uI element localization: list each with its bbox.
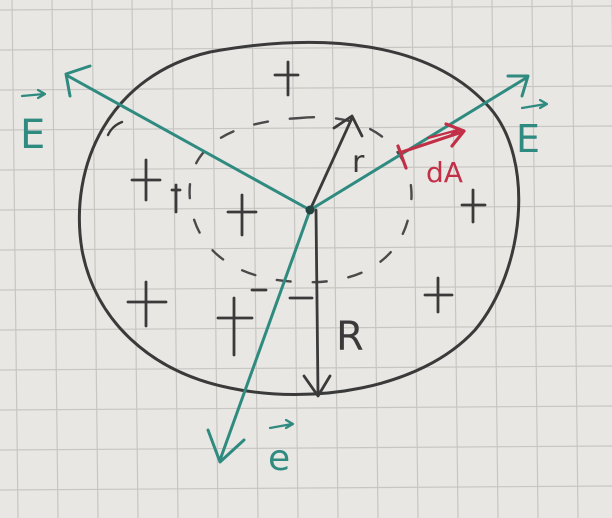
label-E-bottom: e	[268, 438, 291, 479]
grid-line-vertical	[532, 0, 538, 518]
gaussian-surface	[190, 117, 412, 282]
grid-line-vertical	[252, 0, 258, 518]
label-dA: dA	[426, 156, 463, 189]
grid-line-vertical	[332, 0, 338, 518]
grid-line-horizontal	[0, 46, 612, 50]
grid-line-vertical	[92, 0, 98, 518]
label-E-left: E	[20, 112, 46, 158]
charge-plus	[132, 160, 160, 200]
grid-line-vertical	[412, 0, 418, 518]
e-right-vector-mark	[522, 100, 547, 108]
e-bottom-vector-mark	[270, 420, 293, 428]
grid-line-vertical	[12, 0, 18, 518]
label-R: R	[336, 314, 364, 360]
grid-line-horizontal	[0, 246, 612, 250]
grid-line-vertical	[372, 0, 378, 518]
charge-plus	[275, 62, 298, 95]
field-arrow-right	[310, 76, 528, 210]
grid-line-horizontal	[0, 326, 612, 330]
grid-line-vertical	[492, 0, 498, 518]
label-vector-marks	[22, 90, 547, 428]
grid-line-horizontal	[0, 366, 612, 370]
charge-plus	[228, 195, 256, 235]
label-r: r	[352, 145, 365, 180]
grid-line-vertical	[172, 0, 178, 518]
field-arrow-left	[66, 66, 310, 210]
grid-line-horizontal	[0, 486, 612, 490]
grid-line-horizontal	[0, 166, 612, 170]
label-E-right: E	[516, 117, 541, 161]
grid-line-horizontal	[0, 446, 612, 450]
grid-line-horizontal	[0, 406, 612, 410]
grid-line-vertical	[132, 0, 138, 518]
grid-line-vertical	[52, 0, 58, 518]
charge-plus	[425, 278, 452, 312]
charge-plus	[462, 190, 485, 222]
outer-edge-tick	[108, 122, 122, 135]
grid-line-vertical	[572, 0, 578, 518]
charge-plus	[218, 298, 252, 355]
charge-plus	[172, 185, 180, 212]
e-left-vector-mark	[22, 90, 45, 98]
center-point	[306, 206, 315, 215]
